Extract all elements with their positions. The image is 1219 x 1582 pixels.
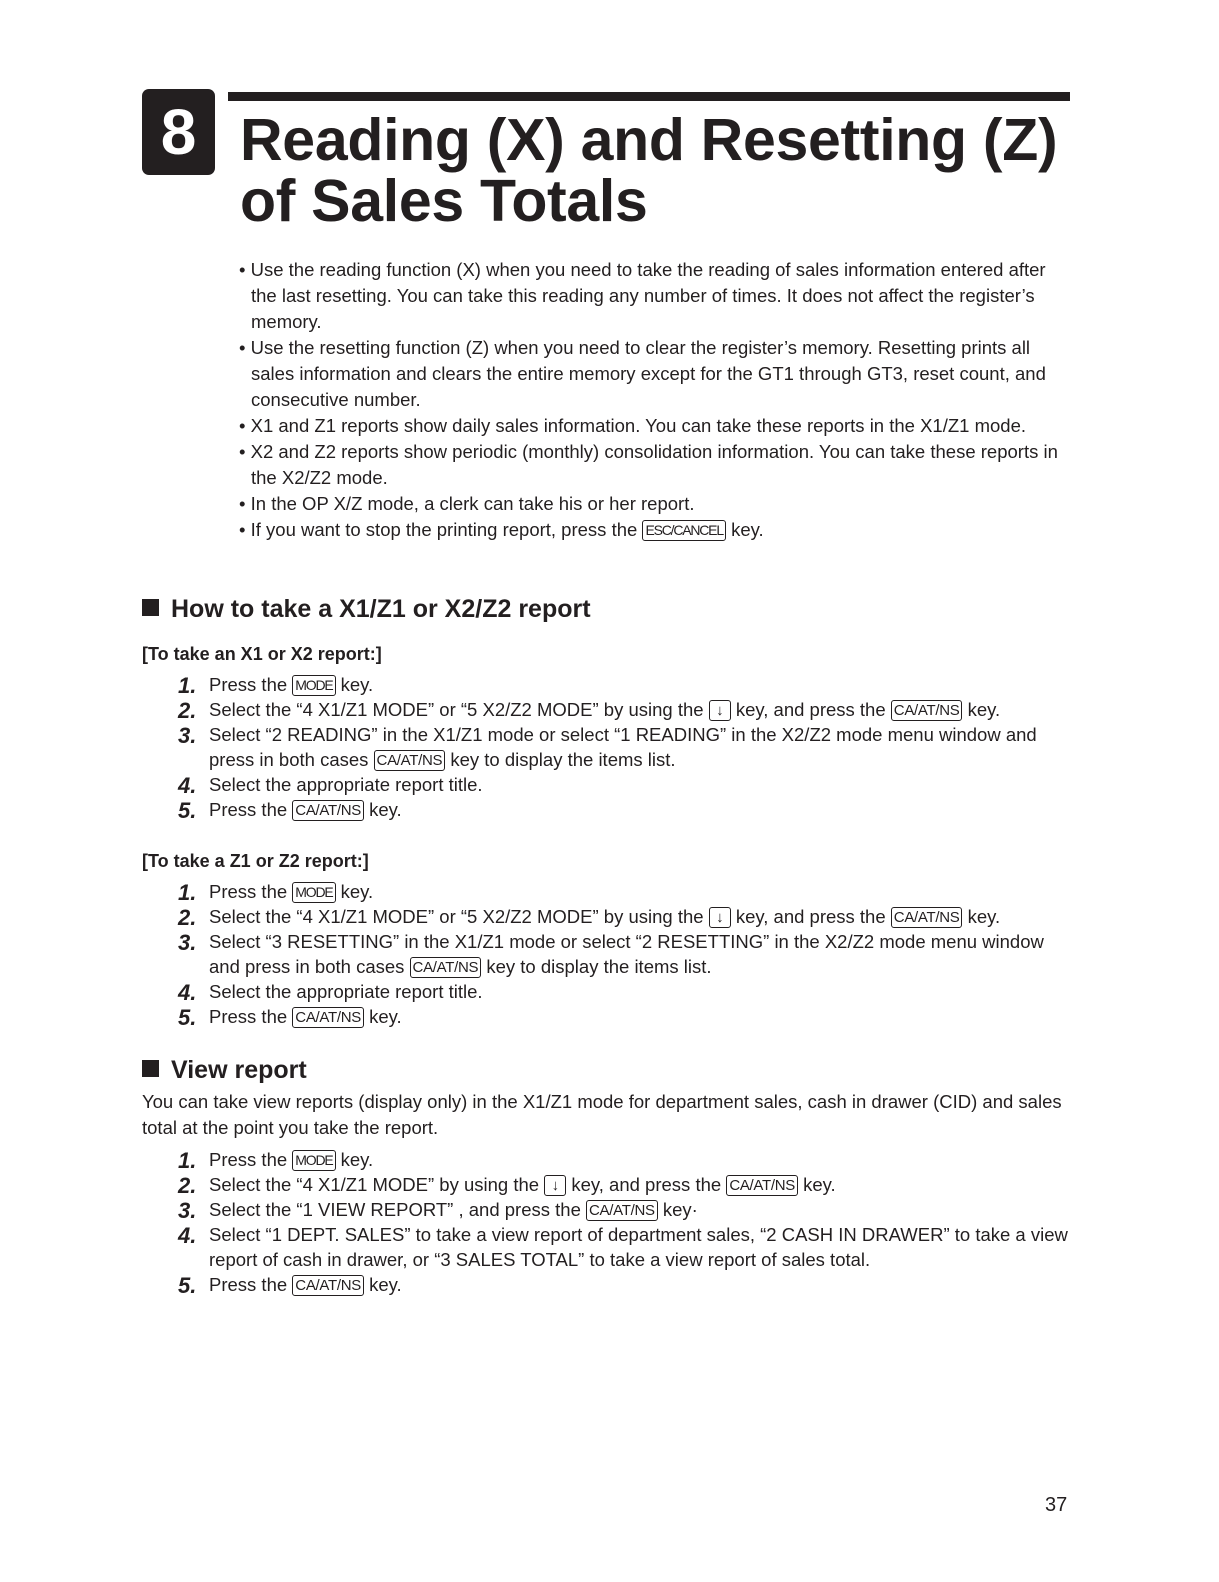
- step-item: [178, 772, 1078, 797]
- down-arrow-key-icon: ↓: [709, 700, 731, 721]
- step-text: key, and press the: [735, 699, 886, 720]
- step-item: [178, 697, 1078, 722]
- step-text: Select “1 DEPT. SALES” to take a view report of department sales, “2 CASH IN DRAWER” to take a view report of cash in drawer, or “3 SALES TOTAL” to take a view report of sales total.: [209, 1224, 1068, 1270]
- step-number: 3.: [178, 1198, 197, 1223]
- step-text: Press the: [209, 674, 288, 695]
- step-number: 4.: [178, 773, 197, 798]
- x-report-steps: [178, 672, 1078, 822]
- step-text: Select the appropriate report title.: [209, 774, 483, 795]
- mode-key-icon: MODE: [292, 882, 335, 903]
- step-text: Press the: [209, 799, 288, 820]
- step-item: [178, 929, 1078, 979]
- step-text: key.: [967, 699, 1001, 720]
- step-text: key.: [340, 881, 374, 902]
- ca-at-ns-key-icon: CA/AT/NS: [891, 907, 963, 928]
- step-text: key.: [967, 906, 1001, 927]
- section-heading-x-z-report: [142, 594, 591, 624]
- section-heading-view-report: [142, 1055, 307, 1085]
- step-text: Select the “1 VIEW REPORT” , and press the: [209, 1199, 581, 1220]
- step-item: [178, 797, 1078, 822]
- page-title-line-1: Reading (X) and Resetting (Z): [240, 107, 1058, 173]
- step-text: Press the: [209, 881, 288, 902]
- step-text: key.: [340, 1149, 374, 1170]
- step-number: 3.: [178, 930, 197, 955]
- page-number: 37: [1045, 1494, 1068, 1516]
- chapter-number-badge: 8: [142, 89, 215, 175]
- page-title-line-2: of Sales Totals: [240, 168, 648, 234]
- section-heading-text: How to take a X1/Z1 or X2/Z2 report: [171, 595, 591, 623]
- step-text: key·: [662, 1199, 698, 1220]
- step-text: key.: [340, 674, 374, 695]
- ca-at-ns-key-icon: CA/AT/NS: [374, 750, 446, 771]
- square-bullet-icon: [142, 599, 159, 616]
- step-item: [178, 1197, 1078, 1222]
- step-text: Select the appropriate report title.: [209, 981, 483, 1002]
- step-text: Press the: [209, 1274, 288, 1295]
- esc-cancel-key-icon: ESC/CANCEL: [642, 520, 725, 541]
- intro-text: If you want to stop the printing report, press the: [250, 519, 638, 540]
- ca-at-ns-key-icon: CA/AT/NS: [891, 700, 963, 721]
- step-item: [178, 1004, 1078, 1029]
- down-arrow-key-icon: ↓: [709, 907, 731, 928]
- intro-bullet: [239, 335, 1074, 413]
- intro-bullet: [239, 491, 1074, 517]
- step-text: Press the: [209, 1149, 288, 1170]
- page-title: [240, 107, 1058, 234]
- step-item: [178, 722, 1078, 772]
- intro-text: Use the reading function (X) when you need to take the reading of sales information entered after the last resetting. You can take this reading any number of times. It does not affect the register’s memory.: [250, 259, 1046, 332]
- step-number: 5.: [178, 1005, 197, 1030]
- bullet-mark: •: [239, 337, 246, 358]
- intro-text: In the OP X/Z mode, a clerk can take his or her report.: [250, 493, 695, 514]
- mode-key-icon: MODE: [292, 675, 335, 696]
- step-text: Press the: [209, 1006, 288, 1027]
- step-number: 3.: [178, 723, 197, 748]
- step-number: 4.: [178, 1223, 197, 1248]
- section-heading-text: View report: [171, 1056, 307, 1084]
- step-text: key.: [803, 1174, 836, 1195]
- step-item: [178, 1172, 1078, 1197]
- step-text: key, and press the: [735, 906, 886, 927]
- step-number: 2.: [178, 905, 197, 930]
- step-item: [178, 904, 1078, 929]
- step-text: Select the “4 X1/Z1 MODE” or “5 X2/Z2 MODE” by using the: [209, 906, 704, 927]
- ca-at-ns-key-icon: CA/AT/NS: [410, 957, 482, 978]
- view-report-steps: [178, 1147, 1078, 1297]
- step-item: [178, 1222, 1078, 1272]
- step-text: key, and press the: [571, 1174, 722, 1195]
- step-item: [178, 1147, 1078, 1172]
- step-number: 4.: [178, 980, 197, 1005]
- intro-bullet: [239, 517, 1074, 543]
- bullet-mark: •: [239, 259, 246, 280]
- bullet-mark: •: [239, 415, 246, 436]
- step-text: Select “2 READING” in the X1/Z1 mode or select “1 READING” in the X2/Z2 mode menu window and press in both cases: [209, 724, 1037, 770]
- step-text: key.: [369, 1274, 402, 1295]
- ca-at-ns-key-icon: CA/AT/NS: [726, 1175, 798, 1196]
- intro-bullet: [239, 257, 1074, 335]
- step-number: 1.: [178, 1148, 197, 1173]
- z-report-steps: [178, 879, 1078, 1029]
- step-text: key to display the items list.: [486, 956, 712, 977]
- step-number: 1.: [178, 880, 197, 905]
- step-number: 2.: [178, 698, 197, 723]
- step-text: key to display the items list.: [450, 749, 676, 770]
- intro-bullet: [239, 413, 1074, 439]
- step-number: 5.: [178, 798, 197, 823]
- square-bullet-icon: [142, 1060, 159, 1077]
- step-number: 5.: [178, 1273, 197, 1298]
- bullet-mark: •: [239, 441, 246, 462]
- view-report-intro: You can take view reports (display only) in the X1/Z1 mode for department sales, cash in drawer (CID) and sales total at the point you take the report.: [142, 1091, 1062, 1138]
- intro-text: X1 and Z1 reports show daily sales information. You can take these reports in the X1/Z1 mode.: [250, 415, 1027, 436]
- mode-key-icon: MODE: [292, 1150, 335, 1171]
- chapter-title-rule: [228, 92, 1070, 101]
- intro-text: Use the resetting function (Z) when you need to clear the register’s memory. Resetting prints all sales information and clears the entire memory except for the GT1 through GT3, reset count, and consecutive number.: [250, 337, 1046, 410]
- ca-at-ns-key-icon: CA/AT/NS: [292, 1275, 364, 1296]
- step-text: Select “3 RESETTING” in the X1/Z1 mode or select “2 RESETTING” in the X2/Z2 mode menu window and press in both cases: [209, 931, 1044, 977]
- sub-heading-x-report: [To take an X1 or X2 report:]: [142, 644, 382, 664]
- bullet-mark: •: [239, 519, 246, 540]
- step-text: key.: [369, 799, 402, 820]
- intro-bullet-list: [239, 257, 1074, 543]
- ca-at-ns-key-icon: CA/AT/NS: [292, 800, 364, 821]
- sub-heading-z-report: [To take a Z1 or Z2 report:]: [142, 851, 369, 871]
- ca-at-ns-key-icon: CA/AT/NS: [292, 1007, 364, 1028]
- ca-at-ns-key-icon: CA/AT/NS: [586, 1200, 658, 1221]
- step-number: 2.: [178, 1173, 197, 1198]
- step-text: Select the “4 X1/Z1 MODE” or “5 X2/Z2 MODE” by using the: [209, 699, 704, 720]
- step-item: [178, 672, 1078, 697]
- intro-bullet: [239, 439, 1074, 491]
- step-item: [178, 1272, 1078, 1297]
- step-number: 1.: [178, 673, 197, 698]
- step-item: [178, 879, 1078, 904]
- step-text: key.: [369, 1006, 402, 1027]
- intro-text: key.: [731, 519, 764, 540]
- down-arrow-key-icon: ↓: [544, 1175, 566, 1196]
- bullet-mark: •: [239, 493, 246, 514]
- intro-text: X2 and Z2 reports show periodic (monthly) consolidation information. You can take these reports in the X2/Z2 mode.: [250, 441, 1058, 488]
- step-item: [178, 979, 1078, 1004]
- step-text: Select the “4 X1/Z1 MODE” by using the: [209, 1174, 540, 1195]
